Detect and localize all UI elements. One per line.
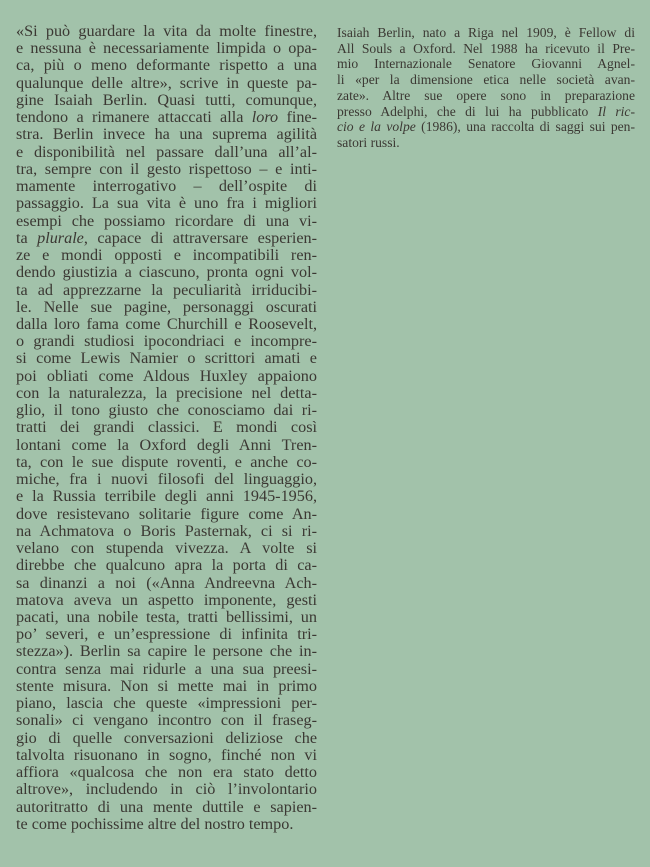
text-segment: tratti dei grandi classici. E mondi così bbox=[16, 418, 317, 437]
text-segment: ze e mondi opposti e incompatibili ren- bbox=[16, 246, 317, 265]
text-segment: esempi che possiamo ricordare di una vi- bbox=[16, 211, 317, 230]
text-segment: qualunque delle altre», scrive in queste pa- bbox=[16, 73, 317, 92]
text-segment: na Achmatova o Boris Pasternak, ci si ri- bbox=[16, 521, 317, 540]
text-line bbox=[16, 109, 317, 126]
text-line bbox=[16, 626, 317, 643]
text-line bbox=[16, 575, 317, 592]
italic-text: cio e la volpe bbox=[337, 119, 416, 135]
text-line bbox=[16, 126, 317, 143]
text-line bbox=[16, 247, 317, 264]
text-segment: matova aveva un aspetto imponente, gesti bbox=[16, 590, 317, 609]
text-segment: gine Isaiah Berlin. Quasi tutti, comunque, bbox=[16, 90, 317, 109]
text-line bbox=[16, 23, 317, 40]
text-segment: contra senza mai ridurle a una sua preesi- bbox=[16, 659, 317, 678]
text-segment: po’ severi, e un’espressione di infinita tri- bbox=[16, 625, 317, 644]
text-line bbox=[16, 144, 317, 161]
italic-text: loro bbox=[251, 108, 279, 127]
text-segment: piano, lascia che queste «impressioni per- bbox=[16, 694, 317, 713]
text-line bbox=[16, 419, 317, 436]
text-segment: glio, il tono giusto che conosciamo dai ri- bbox=[16, 401, 317, 420]
text-line bbox=[16, 695, 317, 712]
text-segment: autoritratto di una mente duttile e sapien- bbox=[16, 797, 317, 816]
text-line bbox=[16, 437, 317, 454]
text-line bbox=[337, 72, 635, 88]
text-line bbox=[16, 454, 317, 471]
author-bio-text bbox=[337, 25, 635, 151]
text-line bbox=[16, 609, 317, 626]
text-segment: tra, sempre con il gesto rispettoso – e inti- bbox=[16, 159, 317, 178]
text-line bbox=[16, 402, 317, 419]
text-line bbox=[16, 471, 317, 488]
text-segment: e disponibilità nel passare dall’una all’al- bbox=[16, 142, 317, 161]
text-line bbox=[337, 88, 635, 104]
text-line bbox=[16, 264, 317, 281]
text-line bbox=[16, 488, 317, 505]
text-segment: (1986), una raccolta di saggi sui pen- bbox=[415, 119, 635, 135]
text-line bbox=[16, 730, 317, 747]
text-line bbox=[16, 75, 317, 92]
text-line bbox=[16, 178, 317, 195]
text-segment: pacati, una nobile testa, tratti bellissimi, un bbox=[16, 607, 317, 626]
text-segment: dendo giustizia a ciascuno, pronta ogni vol- bbox=[16, 263, 317, 282]
text-line bbox=[16, 40, 317, 57]
text-segment: , capace di attraversare esperien- bbox=[83, 228, 317, 247]
text-line bbox=[16, 299, 317, 316]
text-segment: tendono a rimanere attaccati alla bbox=[16, 108, 252, 127]
text-line bbox=[16, 316, 317, 333]
text-segment: e la Russia terribile degli anni 1945-1956, bbox=[16, 487, 317, 506]
text-line bbox=[337, 56, 635, 72]
text-line bbox=[16, 678, 317, 695]
text-line bbox=[16, 195, 317, 212]
text-line bbox=[16, 592, 317, 609]
text-segment: si come Lewis Namier o scrittori amati e bbox=[16, 349, 317, 368]
text-line bbox=[16, 368, 317, 385]
text-line bbox=[16, 523, 317, 540]
text-segment: zate». Altre sue opere sono in preparazione bbox=[337, 87, 635, 103]
text-line bbox=[16, 712, 317, 729]
text-segment: ca, più o meno deformante rispetto a una bbox=[16, 56, 317, 75]
text-segment: dalla loro fama come Churchill e Roosevelt, bbox=[16, 314, 317, 333]
text-line bbox=[337, 104, 635, 120]
text-segment: o grandi studiosi ipocondriaci e incompre- bbox=[16, 332, 317, 351]
text-segment: All Souls a Oxford. Nel 1988 ha ricevuto il Pre- bbox=[337, 40, 635, 56]
text-line bbox=[16, 643, 317, 660]
text-segment: con la naturalezza, la precisione nel detta- bbox=[16, 383, 317, 402]
text-segment: Isaiah Berlin, nato a Riga nel 1909, è Fellow di bbox=[337, 25, 635, 40]
text-line bbox=[16, 799, 317, 816]
text-segment: mio Internazionale Senatore Giovanni Agnel- bbox=[337, 56, 635, 72]
text-segment: te come pochissime altre del nostro tempo. bbox=[16, 814, 294, 833]
text-line bbox=[16, 557, 317, 574]
text-segment: velano con stupenda vivezza. A volte si bbox=[16, 539, 317, 558]
text-segment: le. Nelle sue pagine, personaggi oscurati bbox=[16, 297, 317, 316]
text-segment: affiora «qualcosa che non era stato detto bbox=[16, 763, 317, 782]
text-segment: poi obliati come Aldous Huxley appaiono bbox=[16, 366, 317, 385]
text-line bbox=[16, 661, 317, 678]
text-segment: satori russi. bbox=[337, 134, 400, 150]
text-line bbox=[16, 350, 317, 367]
text-line bbox=[337, 41, 635, 57]
text-segment: sonali» ci vengano incontro con il fraseg- bbox=[16, 711, 317, 730]
text-line bbox=[16, 506, 317, 523]
text-segment: altrove», includendo in ciò l’involontario bbox=[16, 780, 317, 799]
text-line bbox=[16, 385, 317, 402]
text-line bbox=[16, 57, 317, 74]
text-line bbox=[16, 747, 317, 764]
text-line bbox=[337, 135, 635, 151]
text-segment: stezza»). Berlin sa capire le persone che in- bbox=[16, 642, 317, 661]
text-segment: li «per la dimensione etica nelle società avan- bbox=[337, 72, 635, 88]
text-segment: sa dinanzi a noi («Anna Andreevna Ach- bbox=[16, 573, 317, 592]
text-line bbox=[337, 119, 635, 135]
text-segment: talvolta risuonano in sogno, finché non vi bbox=[16, 745, 317, 764]
text-segment: passaggio. La sua vita è uno fra i migliori bbox=[16, 194, 317, 213]
text-segment: «Si può guardare la vita da molte finestre, bbox=[16, 22, 317, 40]
text-line bbox=[16, 333, 317, 350]
text-segment: ta ad apprezzarne la peculiarità irriducibi- bbox=[16, 280, 317, 299]
text-segment: lontani come la Oxford degli Anni Tren- bbox=[16, 435, 317, 454]
text-segment: dove resistevano solitarie figure come An- bbox=[16, 504, 317, 523]
text-segment: miche, fra i nuovi filosofi del linguaggio, bbox=[16, 470, 317, 489]
text-segment: stente misura. Non si mette mai in primo bbox=[16, 676, 317, 695]
text-segment: mamente interrogativo – dell’ospite di bbox=[16, 177, 317, 196]
text-segment: stra. Berlin invece ha una suprema agilità bbox=[16, 125, 317, 144]
text-line bbox=[337, 25, 635, 41]
text-line bbox=[16, 213, 317, 230]
italic-text: Il ric- bbox=[597, 103, 635, 119]
text-segment: presso Adelphi, che di lui ha pubblicato bbox=[337, 103, 598, 119]
text-line bbox=[16, 764, 317, 781]
text-line bbox=[16, 282, 317, 299]
text-segment: ta, con le sue dispute roventi, e anche co- bbox=[16, 452, 317, 471]
text-line bbox=[16, 781, 317, 798]
text-line bbox=[16, 230, 317, 247]
text-segment: direbbe che qualcuno apra la porta di ca- bbox=[16, 556, 317, 575]
blurb-text bbox=[16, 23, 317, 833]
italic-text: plurale bbox=[37, 228, 84, 247]
text-line bbox=[16, 816, 317, 833]
text-line bbox=[16, 161, 317, 178]
text-segment: gio di quelle conversazioni deliziose che bbox=[16, 728, 317, 747]
text-segment: e nessuna è necessariamente limpida o opa- bbox=[16, 39, 317, 58]
text-segment: ta bbox=[16, 228, 38, 247]
text-line bbox=[16, 92, 317, 109]
text-segment: fine- bbox=[278, 108, 317, 127]
text-line bbox=[16, 540, 317, 557]
